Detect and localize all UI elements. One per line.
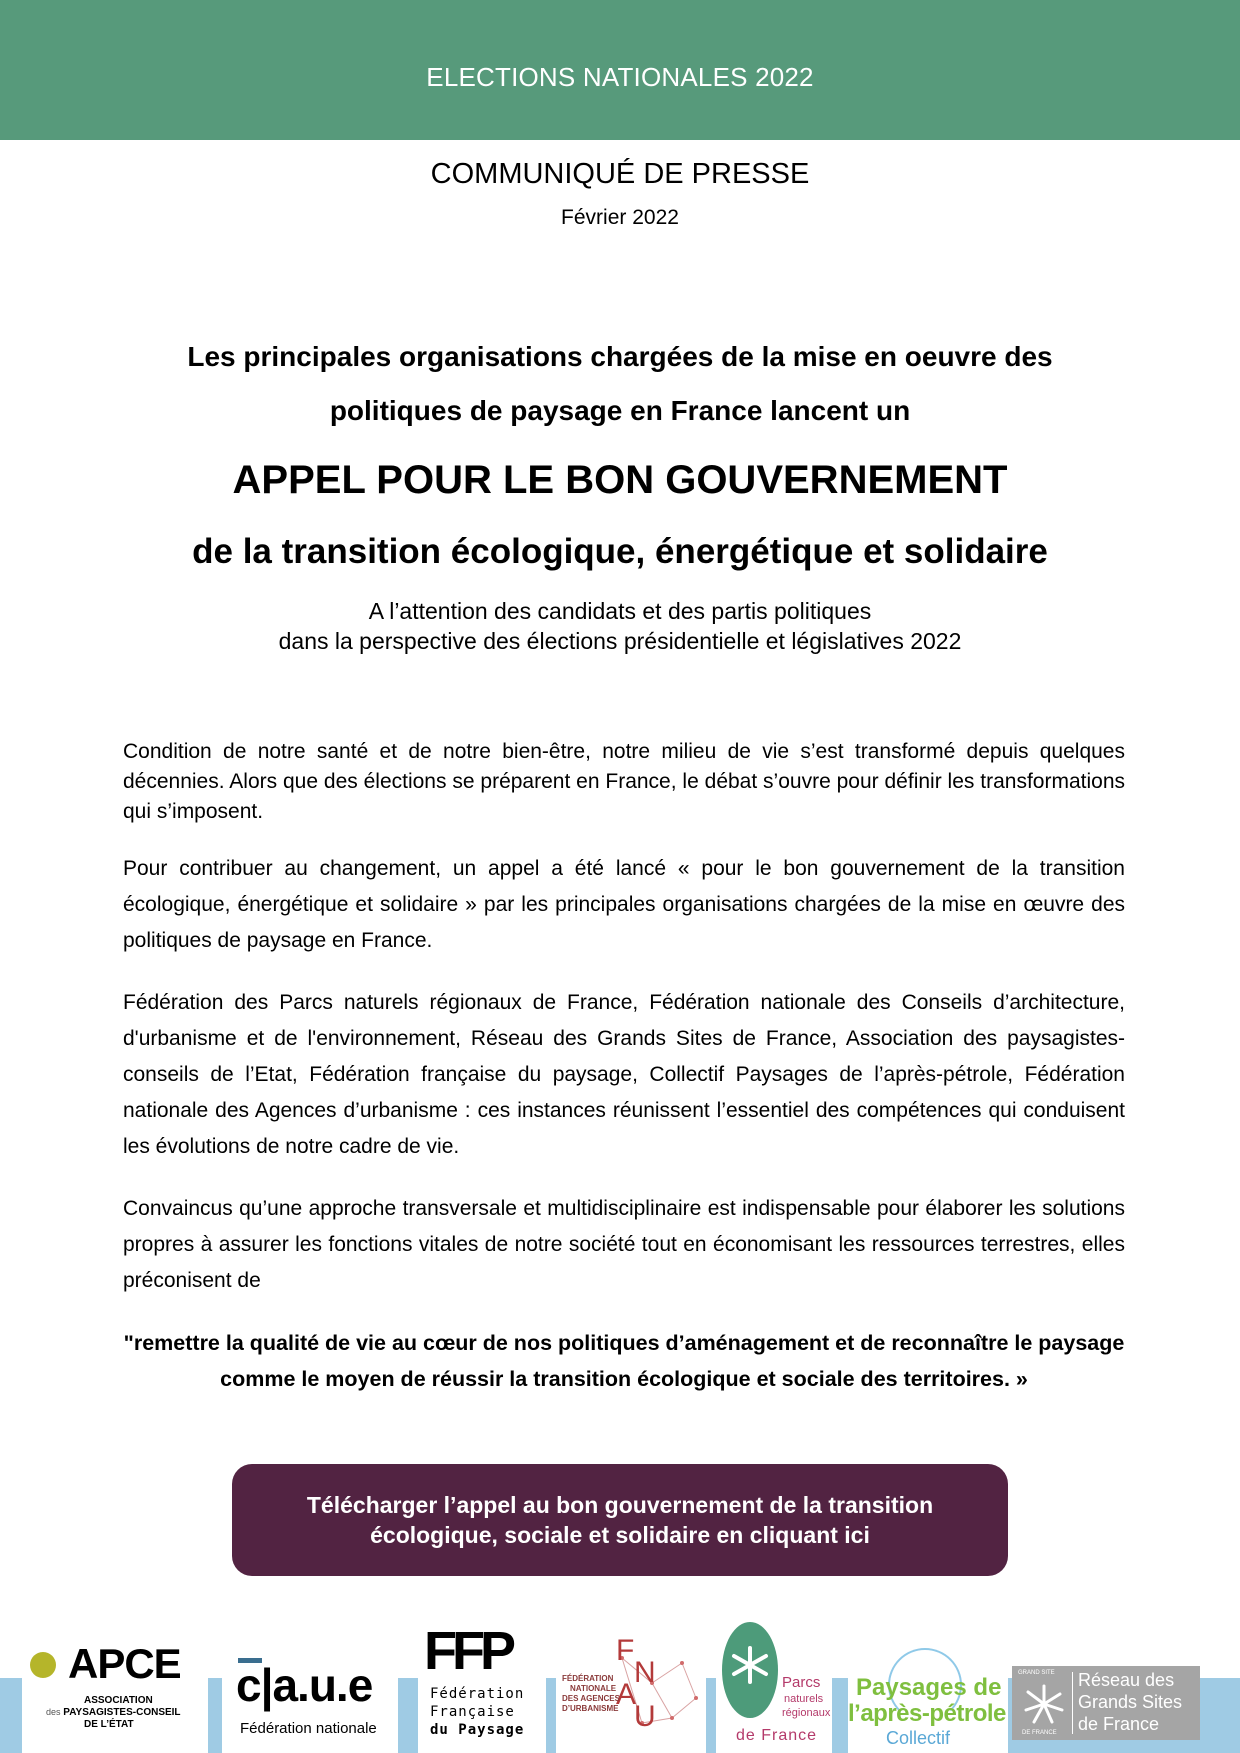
caue-subtitle: Fédération nationale [240, 1720, 377, 1737]
pnr-line-2: naturels [784, 1693, 824, 1705]
fnau-logo [556, 1634, 706, 1753]
rgs-line-2: Grands Sites [1078, 1692, 1183, 1712]
apce-line-2 [46, 1707, 181, 1718]
header-title: ELECTIONS NATIONALES 2022 [426, 62, 814, 92]
pap-line-1: Paysages de [856, 1674, 1002, 1701]
attention-line-2: dans la perspective des élections présidentielle et législatives 2022 [278, 628, 962, 654]
apce-line-1: ASSOCIATION [84, 1695, 153, 1706]
caue-name: c|a.u.e [236, 1659, 373, 1711]
pap-line-3: Collectif [886, 1728, 951, 1748]
appeal-quote: "remettre la qualité de vie au cœur de nos politiques d’aménagement et de reconnaître le paysage comme le moyen de réussir la transition écologique et sociale des territoires. » [123, 1331, 1125, 1391]
header-band [0, 0, 1240, 140]
caue-logo [222, 1640, 398, 1753]
rgs-tag-top: GRAND SITE [1018, 1670, 1055, 1676]
pnr-leaf-icon [720, 1620, 780, 1720]
ffp-line-2: Française [430, 1704, 515, 1720]
pap-logo [848, 1640, 1008, 1753]
attention-note [0, 596, 1240, 656]
rgs-spiral-icon [1022, 1682, 1066, 1726]
apce-name: APCE [68, 1640, 181, 1687]
fnau-line-4: D’URBANISME [562, 1704, 619, 1713]
fnau-letter-a: A [616, 1678, 637, 1711]
apce-line-3: DE L’ÉTAT [84, 1719, 134, 1730]
press-release-label: COMMUNIQUÉ DE PRESSE [430, 158, 810, 190]
download-appeal-label: Télécharger l’appel au bon gouvernement de la transition écologique, sociale et solidaire en cliquant ici [306, 1492, 934, 1548]
attention-line-1: A l’attention des candidats et des partis politiques [368, 598, 872, 624]
pnr-logo [716, 1620, 832, 1753]
press-release-date: Février 2022 [561, 206, 679, 229]
rgs-tag-bottom: DE FRANCE [1022, 1730, 1057, 1736]
pap-line-2: l’après-pétrole [848, 1700, 1006, 1727]
appeal-title: APPEL POUR LE BON GOUVERNEMENT [232, 458, 1008, 502]
fnau-letter-f: F [616, 1634, 635, 1667]
apce-logo [22, 1640, 208, 1753]
pnr-line-4: de France [736, 1727, 818, 1744]
ffp-line-1: Fédération [430, 1686, 525, 1702]
fnau-line-1: FÉDÉRATION [562, 1674, 614, 1683]
fnau-letter-n: N [634, 1656, 656, 1689]
appeal-subtitle: de la transition écologique, énergétique et solidaire [192, 532, 1048, 571]
apce-line-2-small: des [46, 1707, 61, 1717]
rgs-divider [1072, 1672, 1073, 1734]
body-paragraph-4: Convaincus qu’une approche transversale et multidisciplinaire est indispensable pour élaborer les solutions propres à assurer les fonctions vitales de notre société tout en économisant les ressources terrestres, elles préconisent de [123, 1197, 1125, 1292]
rgs-line-3: de France [1078, 1714, 1160, 1734]
ffp-name: FFP [424, 1621, 511, 1681]
pnr-line-1: Parcs [782, 1674, 821, 1691]
fnau-line-3: DES AGENCES [562, 1694, 620, 1703]
rgs-logo [1012, 1666, 1200, 1740]
apce-dot-icon [30, 1652, 56, 1678]
download-appeal-button[interactable] [232, 1464, 1008, 1576]
ffp-logo [418, 1621, 546, 1753]
apce-line-2-main: PAYSAGISTES-CONSEIL [63, 1707, 181, 1718]
ffp-line-3: du Paysage [430, 1722, 525, 1738]
rgs-line-1: Réseau des [1078, 1670, 1175, 1690]
pnr-line-3: régionaux [782, 1707, 831, 1719]
headline-lead: Les principales organisations chargées de la mise en oeuvre des politiques de paysage en France lancent un [187, 341, 1053, 426]
body-paragraph-1: Condition de notre santé et de notre bien-être, notre milieu de vie s’est transformé depuis quelques décennies. Alors que des élections se préparent en France, le débat s’ouvre pour définir les transformations qui s’imposent. [123, 740, 1125, 823]
body-paragraph-3: Fédération des Parcs naturels régionaux de France, Fédération nationale des Conseils d’architecture, d'urbanisme et de l'environnement, Réseau des Grands Sites de France, Association des paysagistes-conseils de l’Etat, Fédération française du paysage, Collectif Paysages de l’après-pétrole, Fédération nationale des Agences d’urbanisme : ces instances réunissent l’essentiel des compétences qui conduisent les évolutions de notre cadre de vie. [123, 991, 1125, 1158]
fnau-line-2: NATIONALE [570, 1684, 617, 1693]
body-paragraph-2: Pour contribuer au changement, un appel a été lancé « pour le bon gouvernement de la transition écologique, énergétique et solidaire » par les principales organisations chargées de la mise en œuvre des politiques de paysage en France. [123, 857, 1125, 952]
fnau-letter-u: U [634, 1700, 656, 1733]
